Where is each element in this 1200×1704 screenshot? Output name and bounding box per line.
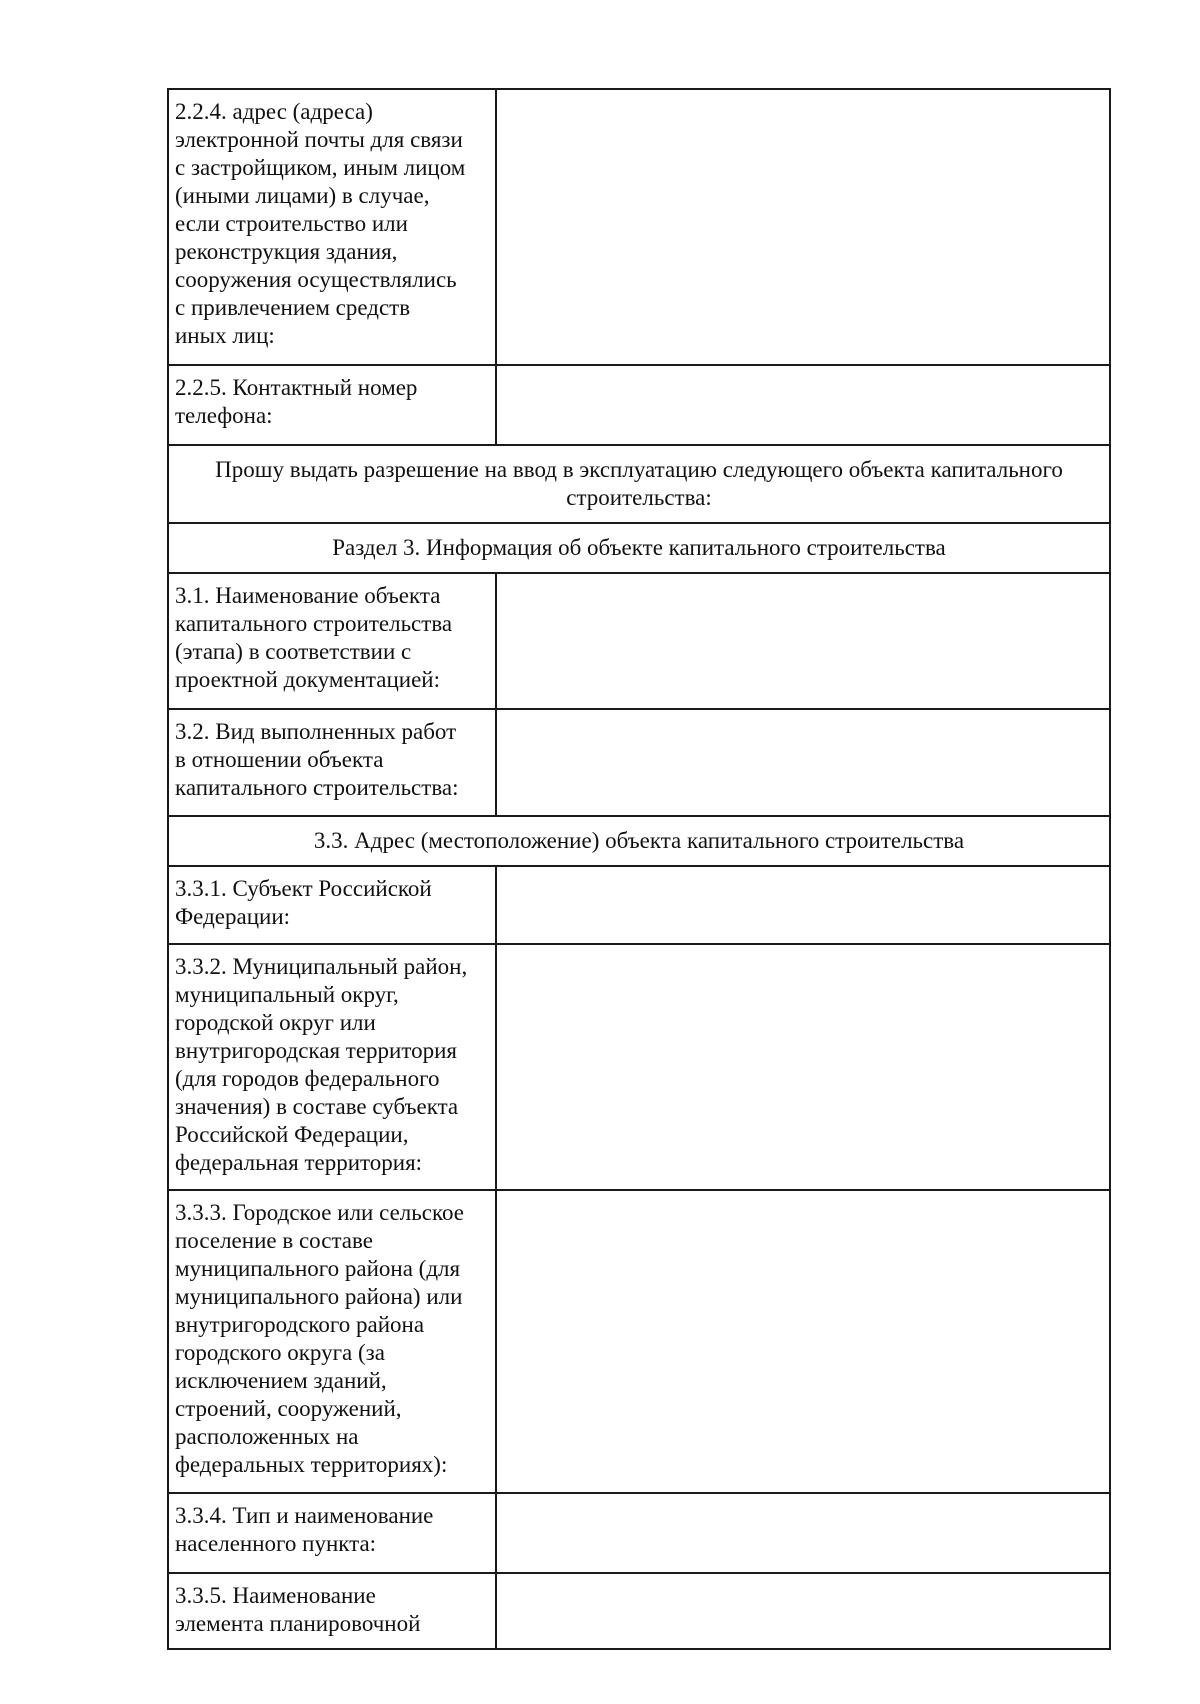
field-value-settlement[interactable] bbox=[496, 1190, 1110, 1493]
table-row bbox=[168, 445, 1110, 523]
table-row bbox=[168, 1493, 1110, 1573]
table-row bbox=[168, 1573, 1110, 1649]
field-label-email bbox=[168, 89, 496, 365]
field-label-text: 2.2.5. Контактный номер телефона: bbox=[175, 375, 418, 428]
field-label-text: 3.1. Наименование объекта капитального строительства (этапа) в соответствии с проектной документацией: bbox=[175, 583, 453, 692]
table-row bbox=[168, 365, 1110, 445]
section-3-3-heading-text: 3.3. Адрес (местоположение) объекта капитального строительства bbox=[313, 828, 965, 853]
field-label-text: 3.2. Вид выполненных работ в отношении объекта капитального строительства: bbox=[175, 719, 459, 800]
field-value-municipal-district[interactable] bbox=[496, 944, 1110, 1190]
field-label-locality bbox=[168, 1493, 496, 1573]
field-label-planning-element bbox=[168, 1573, 496, 1649]
request-statement bbox=[168, 445, 1110, 523]
field-value-phone[interactable] bbox=[496, 365, 1110, 445]
field-value-email[interactable] bbox=[496, 89, 1110, 365]
section-3-heading bbox=[168, 523, 1110, 573]
field-label-work-type bbox=[168, 709, 496, 816]
table-row bbox=[168, 573, 1110, 709]
table-row bbox=[168, 89, 1110, 365]
field-label-text: 3.3.4. Тип и наименование населенного пункта: bbox=[175, 1503, 434, 1556]
field-value-work-type[interactable] bbox=[496, 709, 1110, 816]
table-row bbox=[168, 866, 1110, 944]
table-row bbox=[168, 709, 1110, 816]
field-label-municipal-district bbox=[168, 944, 496, 1190]
application-form-table bbox=[167, 88, 1111, 1650]
field-value-locality[interactable] bbox=[496, 1493, 1110, 1573]
field-label-region bbox=[168, 866, 496, 944]
table-row bbox=[168, 1190, 1110, 1493]
field-label-text: 3.3.1. Субъект Российской Федерации: bbox=[175, 876, 432, 929]
table-row bbox=[168, 816, 1110, 866]
field-label-settlement bbox=[168, 1190, 496, 1493]
section-3-3-heading bbox=[168, 816, 1110, 866]
field-label-text: 3.3.2. Муниципальный район, муниципальный округ, городской округ или внутригородская территория (для городов федерального значения) в составе субъекта Российской Федерации, федеральная территория: bbox=[175, 954, 468, 1175]
section-3-heading-text: Раздел 3. Информация об объекте капитального строительства bbox=[332, 535, 946, 560]
table-row bbox=[168, 523, 1110, 573]
field-value-region[interactable] bbox=[496, 866, 1110, 944]
field-label-text: 3.3.5. Наименование элемента планировочной bbox=[175, 1583, 421, 1636]
field-label-object-name bbox=[168, 573, 496, 709]
field-label-text: 2.2.4. адрес (адреса) электронной почты для связи с застройщиком, иным лицом (иными лицами) в случае, если строительство или реконструкция здания, сооружения осуществлялись с привлечением средств иных лиц: bbox=[175, 99, 466, 348]
table-row bbox=[168, 944, 1110, 1190]
field-value-planning-element[interactable] bbox=[496, 1573, 1110, 1649]
field-label-text: 3.3.3. Городское или сельское поселение в составе муниципального района (для муниципального района) или внутригородского района городского округа (за исключением зданий, строений, сооружений, расположенных на федеральных территориях): bbox=[175, 1200, 464, 1477]
field-label-phone bbox=[168, 365, 496, 445]
request-statement-text: Прошу выдать разрешение на ввод в эксплуатацию следующего объекта капитального строительства: bbox=[215, 457, 1063, 510]
field-value-object-name[interactable] bbox=[496, 573, 1110, 709]
